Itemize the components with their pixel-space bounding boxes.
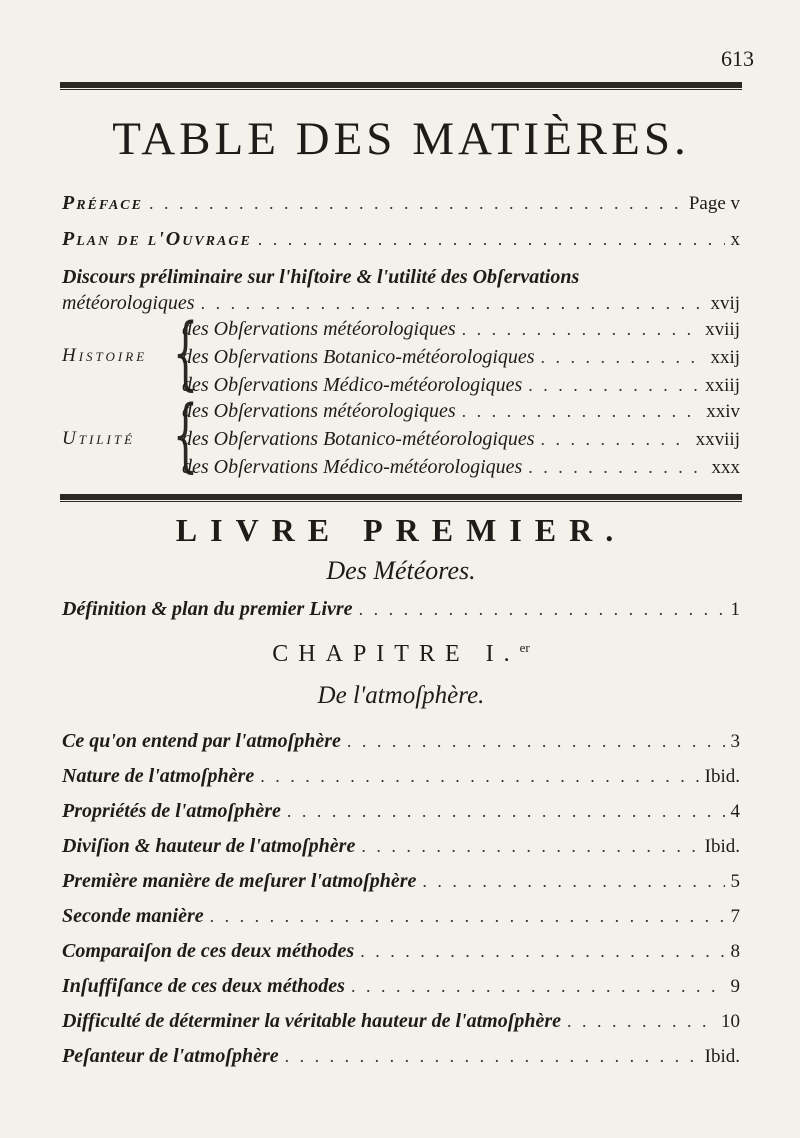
group-label-utilite: Utilité (62, 428, 136, 449)
toc-entry-chapter-9[interactable] (62, 1010, 740, 1042)
toc-entry-page: Ibid. (704, 766, 740, 787)
toc-entry-page: x (730, 229, 740, 250)
group-label-histoire: Histoire (62, 345, 148, 366)
toc-entry-label: Seconde manière (62, 905, 204, 927)
toc-entry-label: des Obſervations météorologiques (182, 400, 456, 422)
toc-entry-page: 10 (721, 1011, 740, 1032)
toc-entry-label: Inſuffiſance de ces deux méthodes (62, 975, 345, 997)
chapter-title-text: CHAPITRE I. (272, 641, 520, 667)
top-rule (60, 82, 742, 88)
toc-entry-chapter-1[interactable] (62, 730, 740, 762)
toc-entry-page: xxiij (705, 375, 740, 396)
toc-entry-label: Préface (62, 192, 143, 214)
toc-entry-page: xxviij (695, 429, 740, 450)
toc-entry-label: Plan de l'Ouvrage (62, 228, 252, 250)
leader-dots (541, 429, 690, 450)
leader-dots (351, 976, 725, 997)
leader-dots (360, 941, 724, 962)
leader-dots (149, 193, 683, 214)
toc-entry-chapter-10[interactable] (62, 1045, 740, 1077)
leader-dots (541, 347, 705, 368)
toc-entry-definition[interactable] (62, 598, 740, 630)
toc-entry-label: Difficulté de déterminer la véritable hauteur de l'atmoſphère (62, 1010, 562, 1032)
toc-entry-chapter-6[interactable] (62, 905, 740, 937)
toc-entry-label: météorologiques (62, 292, 195, 314)
leader-dots (462, 401, 701, 422)
toc-entry-chapter-5[interactable] (62, 870, 740, 902)
toc-entry-plan[interactable] (62, 228, 740, 260)
toc-entry-page: xvij (710, 293, 740, 314)
leader-dots (210, 906, 725, 927)
leader-dots (422, 871, 724, 892)
toc-entry-page: 9 (730, 976, 740, 997)
leader-dots (287, 801, 725, 822)
toc-entry-page: 8 (730, 941, 740, 962)
leader-dots (201, 293, 705, 314)
toc-entry-page: Ibid. (704, 1046, 740, 1067)
toc-entry-page: 4 (730, 801, 740, 822)
toc-entry-chapter-7[interactable] (62, 940, 740, 972)
toc-entry-preface[interactable] (62, 192, 740, 224)
toc-entry-chapter-3[interactable] (62, 800, 740, 832)
toc-entry-chapter-2[interactable] (62, 765, 740, 797)
toc-entry-label: Peſanteur de l'atmoſphère (62, 1045, 279, 1067)
toc-entry-label: Comparaiſon de ces deux méthodes (62, 940, 355, 962)
page-number: 613 (721, 46, 754, 71)
page-title: TABLE DES MATIÈRES. (112, 113, 690, 165)
leader-dots (528, 375, 699, 396)
toc-entry-page: Page v (688, 193, 740, 214)
toc-entry-label: Première manière de meſurer l'atmoſphère (62, 870, 417, 892)
leader-dots (462, 319, 699, 340)
leader-dots (359, 599, 725, 620)
toc-entry-label: des Obſervations Médico-météorologiques (182, 456, 523, 478)
toc-entry-label: Nature de l'atmoſphère (62, 765, 255, 787)
leader-dots (567, 1011, 715, 1032)
toc-entry-label: des Obſervations Botanico-météorologiques (182, 428, 535, 450)
toc-entry-chapter-4[interactable] (62, 835, 740, 867)
leader-dots (361, 836, 698, 857)
chapter-title-sup: er (519, 640, 530, 655)
toc-entry-label: des Obſervations Botanico-météorologiques (182, 346, 535, 368)
toc-entry-label: Propriétés de l'atmoſphère (62, 800, 281, 822)
toc-entry-page: xxiv (706, 401, 740, 422)
leader-dots (347, 731, 725, 752)
livre-title: LIVRE PREMIER. (175, 512, 627, 548)
toc-entry-page: 3 (730, 731, 740, 752)
brace-icon: { (172, 306, 199, 399)
toc-entry-page: Ibid. (704, 836, 740, 857)
toc-entry-label: Diviſion & hauteur de l'atmoſphère (62, 835, 356, 857)
toc-entry-label: Définition & plan du premier Livre (62, 598, 353, 620)
toc-entry-page: 1 (730, 599, 740, 620)
chapter-subtitle: De l'atmoſphère. (317, 682, 485, 709)
leader-dots (285, 1046, 699, 1067)
leader-dots (260, 766, 698, 787)
chapter-title (60, 640, 742, 668)
toc-entry-utilite-3[interactable] (182, 456, 740, 488)
toc-entry-label: des Obſervations Médico-météorologiques (182, 374, 523, 396)
toc-entry-page: xviij (705, 319, 740, 340)
livre-subtitle: Des Météores. (326, 556, 476, 585)
toc-entry-discours-line1[interactable]: Discours préliminaire sur l'hiſtoire & l'utilité des Obſervations (62, 266, 580, 288)
toc-entry-page: xxij (710, 347, 740, 368)
section-rule (60, 494, 742, 500)
toc-entry-chapter-8[interactable] (62, 975, 740, 1007)
leader-dots (258, 229, 725, 250)
toc-entry-label: des Obſervations météorologiques (182, 318, 456, 340)
toc-entry-page: 7 (730, 906, 740, 927)
brace-icon: { (172, 388, 199, 481)
toc-entry-label: Ce qu'on entend par l'atmoſphère (62, 730, 341, 752)
toc-entry-page: 5 (730, 871, 740, 892)
toc-entry-page: xxx (711, 457, 740, 478)
leader-dots (528, 457, 705, 478)
